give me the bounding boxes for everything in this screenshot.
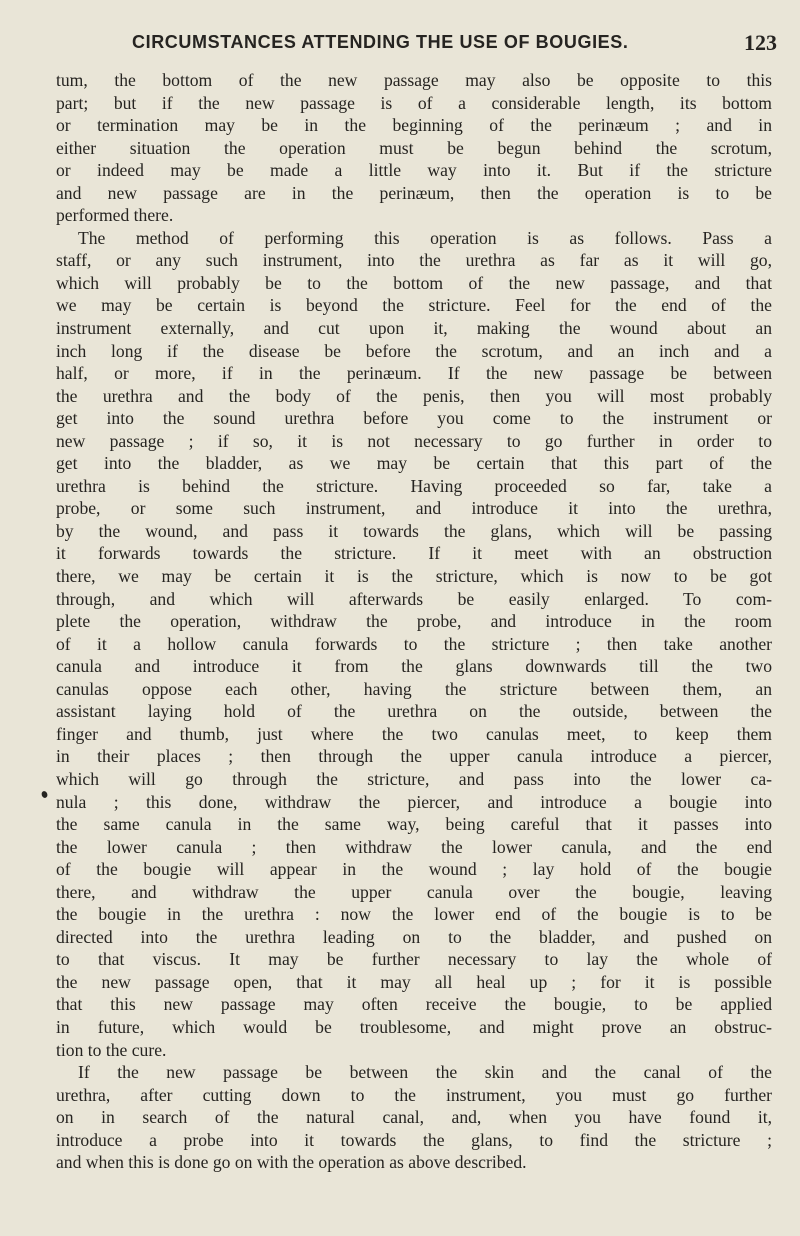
text-line: the new passage open, that it may all heal up ; for it is possible <box>56 971 772 992</box>
page-number: 123 <box>744 30 777 55</box>
text-line: there, we may be certain it is the stricture, which is now to be got <box>56 566 772 587</box>
text-line: on in search of the natural canal, and, when you have found it, <box>56 1107 772 1128</box>
text-line: inch long if the disease be before the scrotum, and an inch and a <box>56 340 772 361</box>
text-line: canula and introduce it from the glans downwards till the two <box>56 656 772 677</box>
text-line: it forwards towards the stricture. If it meet with an obstruction <box>56 543 772 564</box>
text-line: performed there. <box>56 205 174 226</box>
text-line: there, and withdraw the upper canula over the bougie, leaving <box>56 881 772 902</box>
text-line: the same canula in the same way, being careful that it passes into <box>56 814 772 835</box>
text-line: either situation the operation must be begun behind the scrotum, <box>56 137 772 158</box>
text-line: or indeed may be made a little way into it. But if the stricture <box>56 160 772 181</box>
text-line: tum, the bottom of the new passage may also be opposite to this <box>56 70 772 90</box>
text-line: urethra, after cutting down to the instrument, you must go further <box>56 1084 772 1105</box>
text-line: half, or more, if in the perinæum. If the new passage be between <box>56 363 772 384</box>
text-line: The method of performing this operation is as follows. Pass a <box>78 227 772 248</box>
text-line: through, and which will afterwards be easily enlarged. To com- <box>56 588 772 609</box>
text-line: in their places ; then through the upper canula introduce a piercer, <box>56 746 772 767</box>
text-line: or termination may be in the beginning of the perinæum ; and in <box>56 115 772 136</box>
text-line: part; but if the new passage is of a considerable length, its bottom <box>56 92 772 113</box>
paragraph <box>56 69 772 227</box>
text-line: urethra is behind the stricture. Having proceeded so far, take a <box>56 475 772 496</box>
text-line: of the bougie will appear in the wound ; lay hold of the bougie <box>56 859 772 880</box>
running-head <box>132 30 777 58</box>
text-line: finger and thumb, just where the two canulas meet, to keep them <box>56 723 772 744</box>
running-title: CIRCUMSTANCES ATTENDING THE USE OF BOUGIES. <box>132 32 629 52</box>
text-line: tion to the cure. <box>56 1039 167 1060</box>
text-line: nula ; this done, withdraw the piercer, and introduce a bougie into <box>56 791 772 812</box>
text-line: which will go through the stricture, and pass into the lower ca- <box>56 768 772 789</box>
paragraph <box>56 1061 772 1174</box>
text-line: get into the bladder, as we may be certain that this part of the <box>56 453 772 474</box>
text-line: new passage ; if so, it is not necessary to go further in order to <box>56 430 772 451</box>
text-line: that this new passage may often receive the bougie, to be applied <box>56 994 772 1015</box>
paragraph <box>56 227 772 1061</box>
text-line: and new passage are in the perinæum, then the operation is to be <box>56 182 772 203</box>
text-line: to that viscus. It may be further necessary to lay the whole of <box>56 949 772 970</box>
text-line: If the new passage be between the skin and the canal of the <box>78 1062 772 1083</box>
margin-ink-mark <box>41 790 49 798</box>
text-line: we may be certain is beyond the stricture. Feel for the end of the <box>56 295 772 316</box>
text-line: by the wound, and pass it towards the glans, which will be passing <box>56 520 772 541</box>
text-line: which will probably be to the bottom of the new passage, and that <box>56 272 772 293</box>
text-line: canulas oppose each other, having the stricture between them, an <box>56 678 772 699</box>
text-line: plete the operation, withdraw the probe, and introduce in the room <box>56 611 772 632</box>
text-line: instrument externally, and cut upon it, making the wound about an <box>56 318 772 339</box>
text-line: get into the sound urethra before you come to the instrument or <box>56 408 772 429</box>
text-line: staff, or any such instrument, into the urethra as far as it will go, <box>56 250 772 271</box>
text-line: the urethra and the body of the penis, then you will most probably <box>56 385 772 406</box>
text-line: the lower canula ; then withdraw the lower canula, and the end <box>56 836 772 857</box>
body-text <box>56 69 772 1174</box>
text-line: directed into the urethra leading on to the bladder, and pushed on <box>56 926 772 947</box>
text-line: assistant laying hold of the urethra on the outside, between the <box>56 701 772 722</box>
text-line: the bougie in the urethra : now the lower end of the bougie is to be <box>56 904 772 925</box>
text-line: probe, or some such instrument, and introduce it into the urethra, <box>56 498 772 519</box>
text-line: of it a hollow canula forwards to the stricture ; then take another <box>56 633 772 654</box>
text-line: in future, which would be troublesome, and might prove an obstruc- <box>56 1016 772 1037</box>
text-line: introduce a probe into it towards the glans, to find the stricture ; <box>56 1129 772 1150</box>
text-line: and when this is done go on with the operation as above described. <box>56 1152 527 1173</box>
